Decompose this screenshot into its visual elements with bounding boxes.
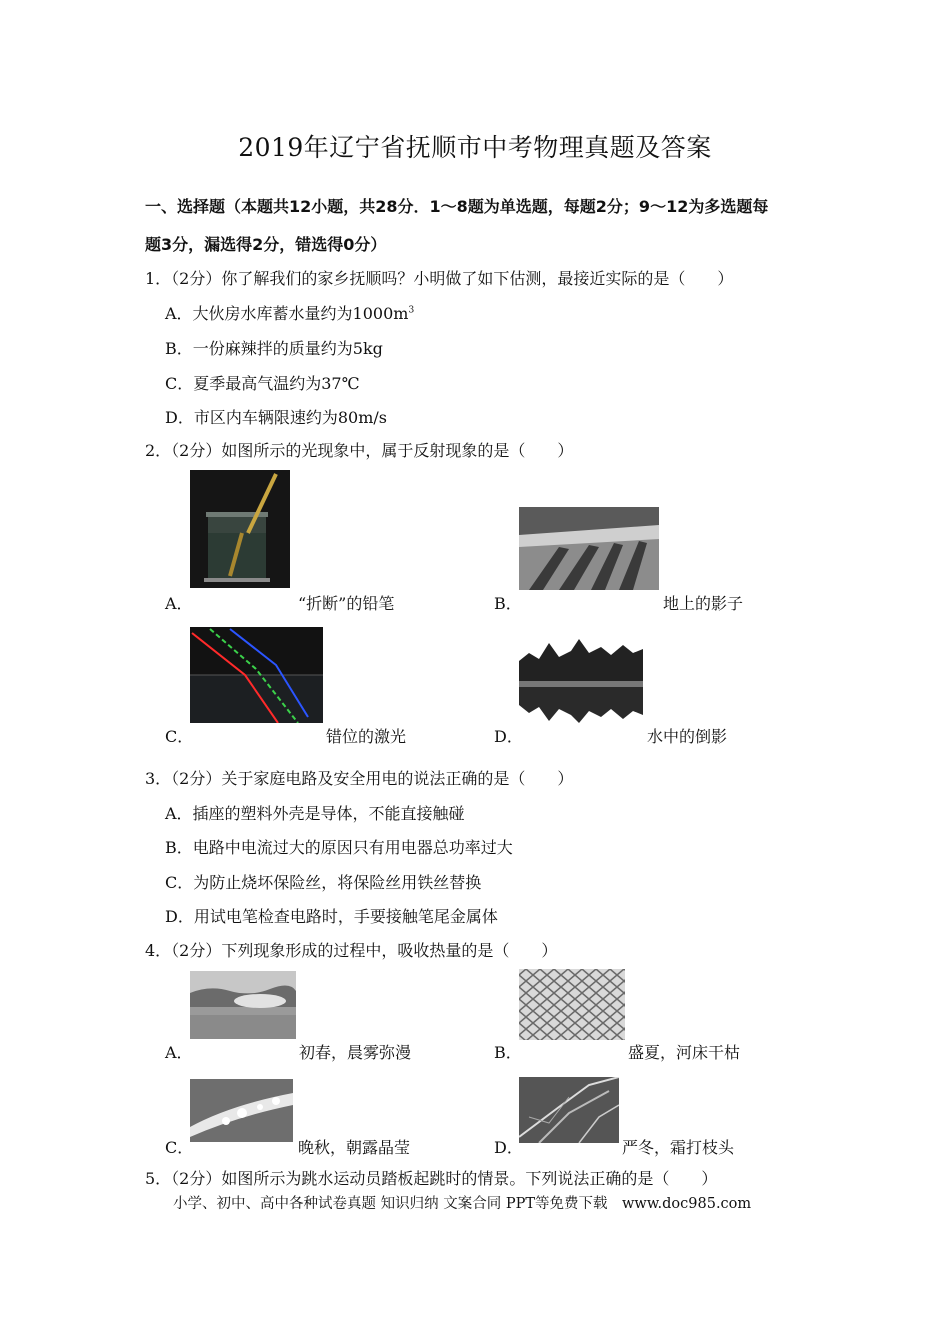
q4-option-d-letter: D． bbox=[494, 1138, 523, 1157]
question-3-stem: 3．（2分）关于家庭电路及安全用电的说法正确的是（ ） bbox=[145, 769, 574, 788]
morning-dew-image bbox=[190, 1079, 293, 1142]
q4-option-a-caption: 初春，晨雾弥漫 bbox=[299, 1043, 412, 1062]
section-heading-line1: 一、选择题（本题共12小题，共28分．1～8题为单选题，每题2分；9～12为多选题每 bbox=[145, 197, 769, 216]
q2-option-c-caption: 错位的激光 bbox=[326, 727, 407, 746]
question-1-stem: 1．（2分）你了解我们的家乡抚顺吗？小明做了如下估测，最接近实际的是（ ） bbox=[145, 269, 734, 288]
question-3-option-c: C．为防止烧坏保险丝，将保险丝用铁丝替换 bbox=[165, 873, 482, 892]
frost-branches-image bbox=[519, 1077, 619, 1143]
q4-option-b-letter: B． bbox=[494, 1043, 522, 1062]
question-1-option-b: B．一份麻辣拌的质量约为5kg bbox=[165, 339, 383, 358]
q2-option-c-letter: C． bbox=[165, 727, 194, 746]
morning-fog-image bbox=[190, 971, 296, 1039]
question-1-option-d: D．市区内车辆限速约为80m/s bbox=[165, 408, 387, 427]
water-reflection-image bbox=[519, 631, 643, 723]
question-1-option-a: A．大伙房水库蓄水量约为$1000m^3$ bbox=[165, 304, 415, 323]
q2-option-a-letter: A． bbox=[165, 594, 193, 613]
document-title: 2019年辽宁省抚顺市中考物理真题及答案 bbox=[238, 133, 712, 162]
shadows-image bbox=[519, 507, 659, 590]
q4-option-d-caption: 严冬，霜打枝头 bbox=[622, 1138, 735, 1157]
q2-option-b-letter: B． bbox=[494, 594, 522, 613]
section-heading-line2: 题3分，漏选得2分，错选得0分） bbox=[145, 235, 387, 254]
q2-option-d-letter: D． bbox=[494, 727, 523, 746]
question-2-stem: 2．（2分）如图所示的光现象中，属于反射现象的是（ ） bbox=[145, 441, 574, 460]
q4-option-c-letter: C． bbox=[165, 1138, 194, 1157]
dry-riverbed-image bbox=[519, 969, 625, 1040]
pencil-in-water-image bbox=[190, 470, 290, 588]
question-3-option-a: A．插座的塑料外壳是导体，不能直接触碰 bbox=[165, 804, 465, 823]
q4-option-b-caption: 盛夏，河床干枯 bbox=[628, 1043, 741, 1062]
q2-option-a-caption: “折断”的铅笔 bbox=[298, 594, 395, 613]
question-4-stem: 4．（2分）下列现象形成的过程中，吸收热量的是（ ） bbox=[145, 941, 558, 960]
page-footer: 小学、初中、高中各种试卷真题 知识归纳 文案合同 PPT等免费下载 www.doc985.com bbox=[173, 1196, 752, 1212]
question-5-stem: 5．（2分）如图所示为跳水运动员踏板起跳时的情景。下列说法正确的是（ ） bbox=[145, 1169, 718, 1188]
q2-option-b-caption: 地上的影子 bbox=[663, 594, 744, 613]
q4-option-c-caption: 晚秋，朝露晶莹 bbox=[298, 1138, 411, 1157]
question-1-option-c: C．夏季最高气温约为37℃ bbox=[165, 374, 360, 393]
question-3-option-d: D．用试电笔检查电路时，手要接触笔尾金属体 bbox=[165, 907, 498, 926]
laser-refraction-image bbox=[190, 627, 323, 723]
q4-option-a-letter: A． bbox=[165, 1043, 193, 1062]
q2-option-d-caption: 水中的倒影 bbox=[647, 727, 728, 746]
question-3-option-b: B．电路中电流过大的原因只有用电器总功率过大 bbox=[165, 838, 513, 857]
